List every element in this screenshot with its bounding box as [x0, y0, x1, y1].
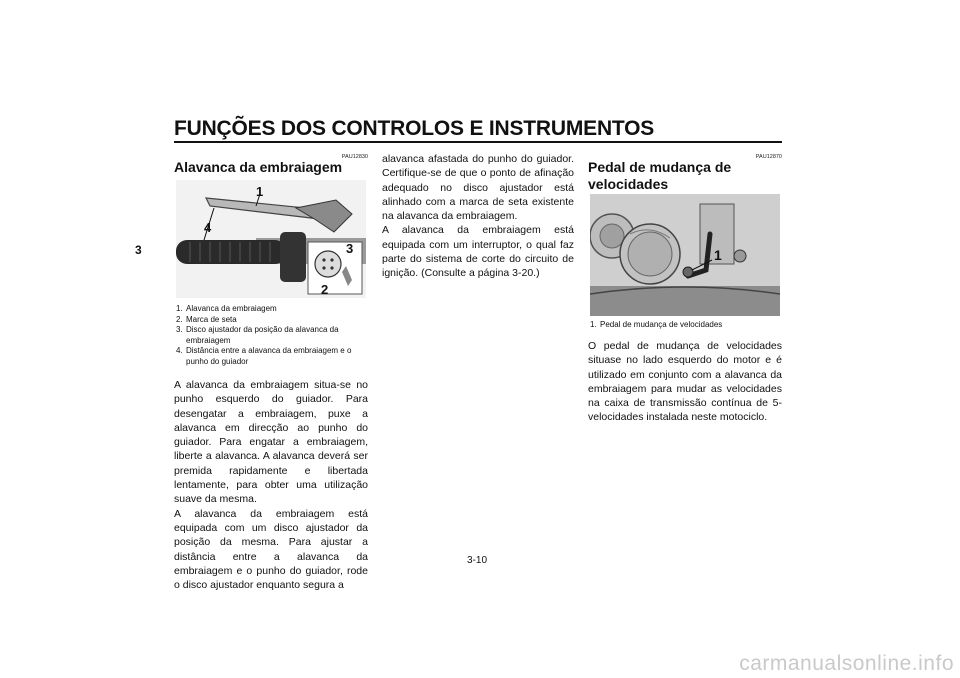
figure-label-1: 1	[714, 247, 722, 263]
caption-text: Marca de seta	[186, 314, 237, 324]
caption-text: Disco ajustador da posição da alavanca da embraiagem	[186, 325, 339, 345]
middle-body	[382, 152, 574, 281]
figure-label-1: 1	[256, 184, 264, 199]
shift-pedal-photo	[590, 194, 780, 316]
clutch-section-title: Alavanca da embraiagem	[174, 159, 343, 175]
page-number: 3-10	[467, 555, 488, 566]
paragraph: A alavanca da embraiagem está equipada com um interruptor, o qual faz parte do sistema de corte do circuito de ignição. (Consulte a página 3-20.)	[382, 224, 574, 280]
caption-text: Distância entre a alavanca da embraiagem e o punho do guiador	[186, 346, 352, 366]
clutch-lever-figure	[176, 180, 366, 298]
clutch-section-code: PAU12830	[341, 154, 368, 160]
caption-item	[176, 325, 370, 346]
clutch-captions	[176, 304, 370, 367]
caption-number: 1.	[590, 320, 597, 329]
paragraph: alavanca afastada do punho do guiador. Certifique-se de que o ponto de afinação adequado no disco ajustador está alinhado com a marca de seta existente na alavanca da embraiagem.	[382, 153, 574, 223]
caption-text: Pedal de mudança de velocidades	[600, 320, 723, 329]
caption-number: 2.	[176, 314, 183, 324]
chapter-tab: 3	[135, 243, 142, 257]
caption-number: 4.	[176, 346, 183, 355]
shift-section-title: Pedal de mudança de velocidades	[588, 159, 732, 192]
caption-text: Alavanca da embraiagem	[186, 304, 277, 313]
figure-label-2: 2	[321, 282, 329, 297]
shift-captions	[590, 320, 784, 331]
caption-number: 1.	[176, 304, 183, 313]
figure-label-4: 4	[204, 220, 212, 235]
clutch-body	[174, 378, 368, 592]
caption-number: 3.	[176, 325, 183, 334]
caption-item	[590, 320, 784, 331]
page-title: FUNÇÕES DOS CONTROLOS E INSTRUMENTOS	[174, 117, 655, 140]
shift-body	[588, 339, 782, 425]
header-rule	[174, 141, 782, 143]
paragraph: O pedal de mudança de velocidades situase no lado esquerdo do motor e é utilizado em conjunto com a alavanca da embraiagem para mudar as velocidades na caixa de transmissão contínua de 5-velocidades instalada neste motociclo.	[588, 340, 782, 424]
clutch-lever-illustration	[176, 180, 366, 298]
caption-item	[176, 346, 370, 367]
caption-item	[176, 315, 370, 326]
watermark: carmanualsonline.info	[739, 652, 954, 675]
shift-pedal-figure	[590, 194, 780, 316]
caption-item	[176, 304, 370, 315]
shift-section-code: PAU12870	[755, 154, 782, 160]
figure-label-3: 3	[346, 241, 354, 256]
paragraph: A alavanca da embraiagem está equipada com um disco ajustador da posição da mesma. Para ajustar a distância entre a alavanca da embraiagem e o punho do guiador, rode o disco ajustador enquanto segura a	[174, 507, 368, 592]
paragraph: A alavanca da embraiagem situa-se no punho esquerdo do guiador. Para desengatar a embraiagem, puxe a alavanca em direcção ao punho do guiador. Para engatar a embraiagem, liberte a alavanca. A alavanca deverá ser premida rapidamente e libertada lentamente, para obter uma utilização suave da mesma.	[174, 379, 368, 506]
